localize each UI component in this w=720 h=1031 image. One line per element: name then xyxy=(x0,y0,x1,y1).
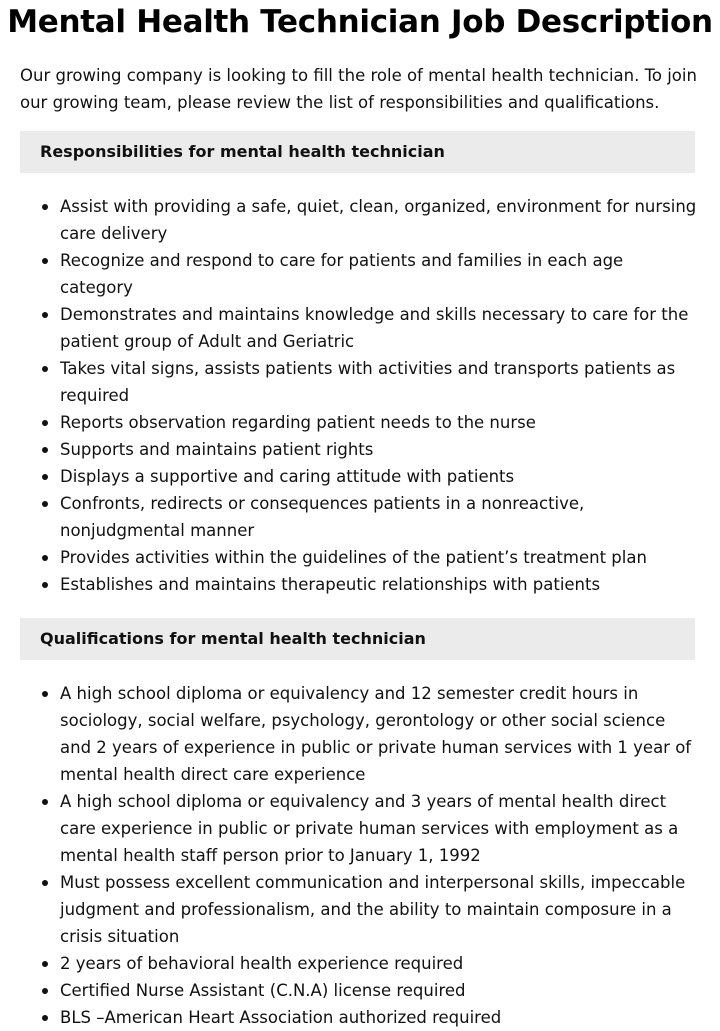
responsibilities-heading: Responsibilities for mental health technician xyxy=(20,131,695,173)
list-item: Supports and maintains patient rights xyxy=(0,436,720,463)
qualifications-heading: Qualifications for mental health technician xyxy=(20,618,695,660)
list-item: Recognize and respond to care for patients and families in each age category xyxy=(0,247,720,301)
list-item: Takes vital signs, assists patients with activities and transports patients as required xyxy=(0,355,720,409)
page-title: Mental Health Technician Job Description xyxy=(7,4,713,40)
list-item: Confronts, redirects or consequences patients in a nonreactive, nonjudgmental manner xyxy=(0,490,720,544)
list-item: A high school diploma or equivalency and 12 semester credit hours in sociology, social welfare, psychology, gerontology or other social science and 2 years of experience in public or private human services with 1 year of mental health direct care experience xyxy=(0,680,720,788)
list-item: Provides activities within the guidelines of the patient’s treatment plan xyxy=(0,544,720,571)
qualifications-list xyxy=(0,680,720,1031)
list-item: Establishes and maintains therapeutic relationships with patients xyxy=(0,571,720,598)
list-item: Displays a supportive and caring attitude with patients xyxy=(0,463,720,490)
list-item: Reports observation regarding patient needs to the nurse xyxy=(0,409,720,436)
intro-paragraph: Our growing company is looking to fill the role of mental health technician. To join our growing team, please review the list of responsibilities and qualifications. xyxy=(20,66,697,112)
list-item: Must possess excellent communication and interpersonal skills, impeccable judgment and professionalism, and the ability to maintain composure in a crisis situation xyxy=(0,869,720,950)
responsibilities-list xyxy=(0,193,720,598)
list-item: Certified Nurse Assistant (C.N.A) license required xyxy=(0,977,720,1004)
list-item: A high school diploma or equivalency and 3 years of mental health direct care experience in public or private human services with employment as a mental health staff person prior to January 1, 1992 xyxy=(0,788,720,869)
list-item: Assist with providing a safe, quiet, clean, organized, environment for nursing care delivery xyxy=(0,193,720,247)
list-item: Demonstrates and maintains knowledge and skills necessary to care for the patient group of Adult and Geriatric xyxy=(0,301,720,355)
list-item: BLS –American Heart Association authorized required xyxy=(0,1004,720,1031)
list-item: 2 years of behavioral health experience required xyxy=(0,950,720,977)
